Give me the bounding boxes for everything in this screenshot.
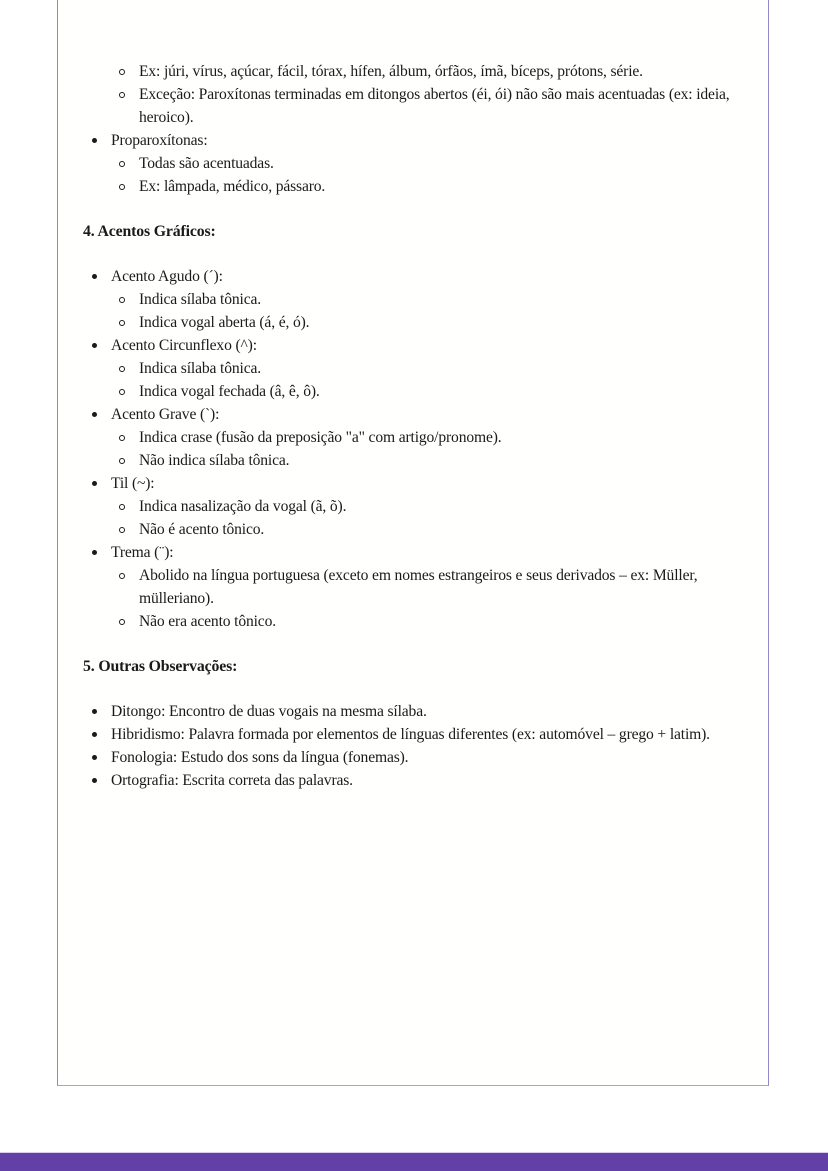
hollow-bullet-icon — [119, 320, 125, 326]
bullet-icon — [92, 138, 97, 143]
list-item: Hibridismo: Palavra formada por elementos de línguas diferentes (ex: automóvel – grego + latim). — [83, 723, 753, 746]
bullet-icon — [92, 274, 97, 279]
list-item: Indica vogal fechada (â, ê, ô). — [111, 380, 753, 403]
bullet-icon — [92, 481, 97, 486]
list-item: Indica sílaba tônica. — [111, 357, 753, 380]
hollow-bullet-icon — [119, 92, 125, 98]
list-item: Todas são acentuadas. — [111, 152, 753, 175]
bullet-icon — [92, 732, 97, 737]
list-item: Til (~): Indica nasalização da vogal (ã, õ). Não é acento tônico. — [83, 472, 753, 541]
list-item: Não era acento tônico. — [111, 610, 753, 633]
section-5-list — [83, 700, 753, 792]
hollow-bullet-icon — [119, 184, 125, 190]
hollow-bullet-icon — [119, 458, 125, 464]
list-item: Trema (¨): Abolido na língua portuguesa (exceto em nomes estrangeiros e seus derivados – ex: Müller, mülleriano). Não era acento tônico. — [83, 541, 753, 633]
list-item: Abolido na língua portuguesa (exceto em nomes estrangeiros e seus derivados – ex: Müller, mülleriano). — [111, 564, 753, 610]
list-item: Acento Grave (`): Indica crase (fusão da preposição "a" com artigo/pronome). Não indica sílaba tônica. — [83, 403, 753, 472]
list-item: Proparoxítonas: Todas são acentuadas. Ex: lâmpada, médico, pássaro. — [83, 129, 753, 198]
list-item: Ditongo: Encontro de duas vogais na mesma sílaba. — [83, 700, 753, 723]
hollow-bullet-icon — [119, 69, 125, 75]
bullet-icon — [92, 755, 97, 760]
list-item: Acento Circunflexo (^): Indica sílaba tônica. Indica vogal fechada (â, ê, ô). — [83, 334, 753, 403]
bullet-icon — [92, 709, 97, 714]
hollow-bullet-icon — [119, 527, 125, 533]
hollow-bullet-icon — [119, 366, 125, 372]
list-item: Acento Agudo (´): Indica sílaba tônica. Indica vogal aberta (á, é, ó). — [83, 265, 753, 334]
proparoxitonas-list — [83, 129, 753, 198]
list-item: Indica vogal aberta (á, é, ó). — [111, 311, 753, 334]
list-item: Indica crase (fusão da preposição "a" com artigo/pronome). — [111, 426, 753, 449]
hollow-bullet-icon — [119, 619, 125, 625]
bullet-icon — [92, 550, 97, 555]
list-item: Ex: júri, vírus, açúcar, fácil, tórax, hífen, álbum, órfãos, ímã, bíceps, prótons, série. — [111, 60, 753, 83]
bullet-icon — [92, 778, 97, 783]
bullet-icon — [92, 412, 97, 417]
section-5-heading: 5. Outras Observações: — [83, 658, 238, 675]
list-item: Exceção: Paroxítonas terminadas em ditongos abertos (éi, ói) não são mais acentuadas (ex: ideia, heroico). — [111, 83, 753, 129]
bullet-icon — [92, 343, 97, 348]
list-item: Não indica sílaba tônica. — [111, 449, 753, 472]
section-4-heading: 4. Acentos Gráficos: — [83, 223, 216, 240]
paroxitonas-sublist — [83, 60, 753, 129]
hollow-bullet-icon — [119, 435, 125, 441]
list-item: Indica nasalização da vogal (ã, õ). — [111, 495, 753, 518]
list-item: Indica sílaba tônica. — [111, 288, 753, 311]
hollow-bullet-icon — [119, 573, 125, 579]
hollow-bullet-icon — [119, 297, 125, 303]
section-4-list — [83, 265, 753, 633]
hollow-bullet-icon — [119, 389, 125, 395]
list-item: Ex: lâmpada, médico, pássaro. — [111, 175, 753, 198]
list-item: Não é acento tônico. — [111, 518, 753, 541]
list-item: Ortografia: Escrita correta das palavras. — [83, 769, 753, 792]
footer-bar — [0, 1152, 828, 1171]
hollow-bullet-icon — [119, 504, 125, 510]
document-content — [83, 60, 753, 792]
list-item: Fonologia: Estudo dos sons da língua (fonemas). — [83, 746, 753, 769]
hollow-bullet-icon — [119, 161, 125, 167]
